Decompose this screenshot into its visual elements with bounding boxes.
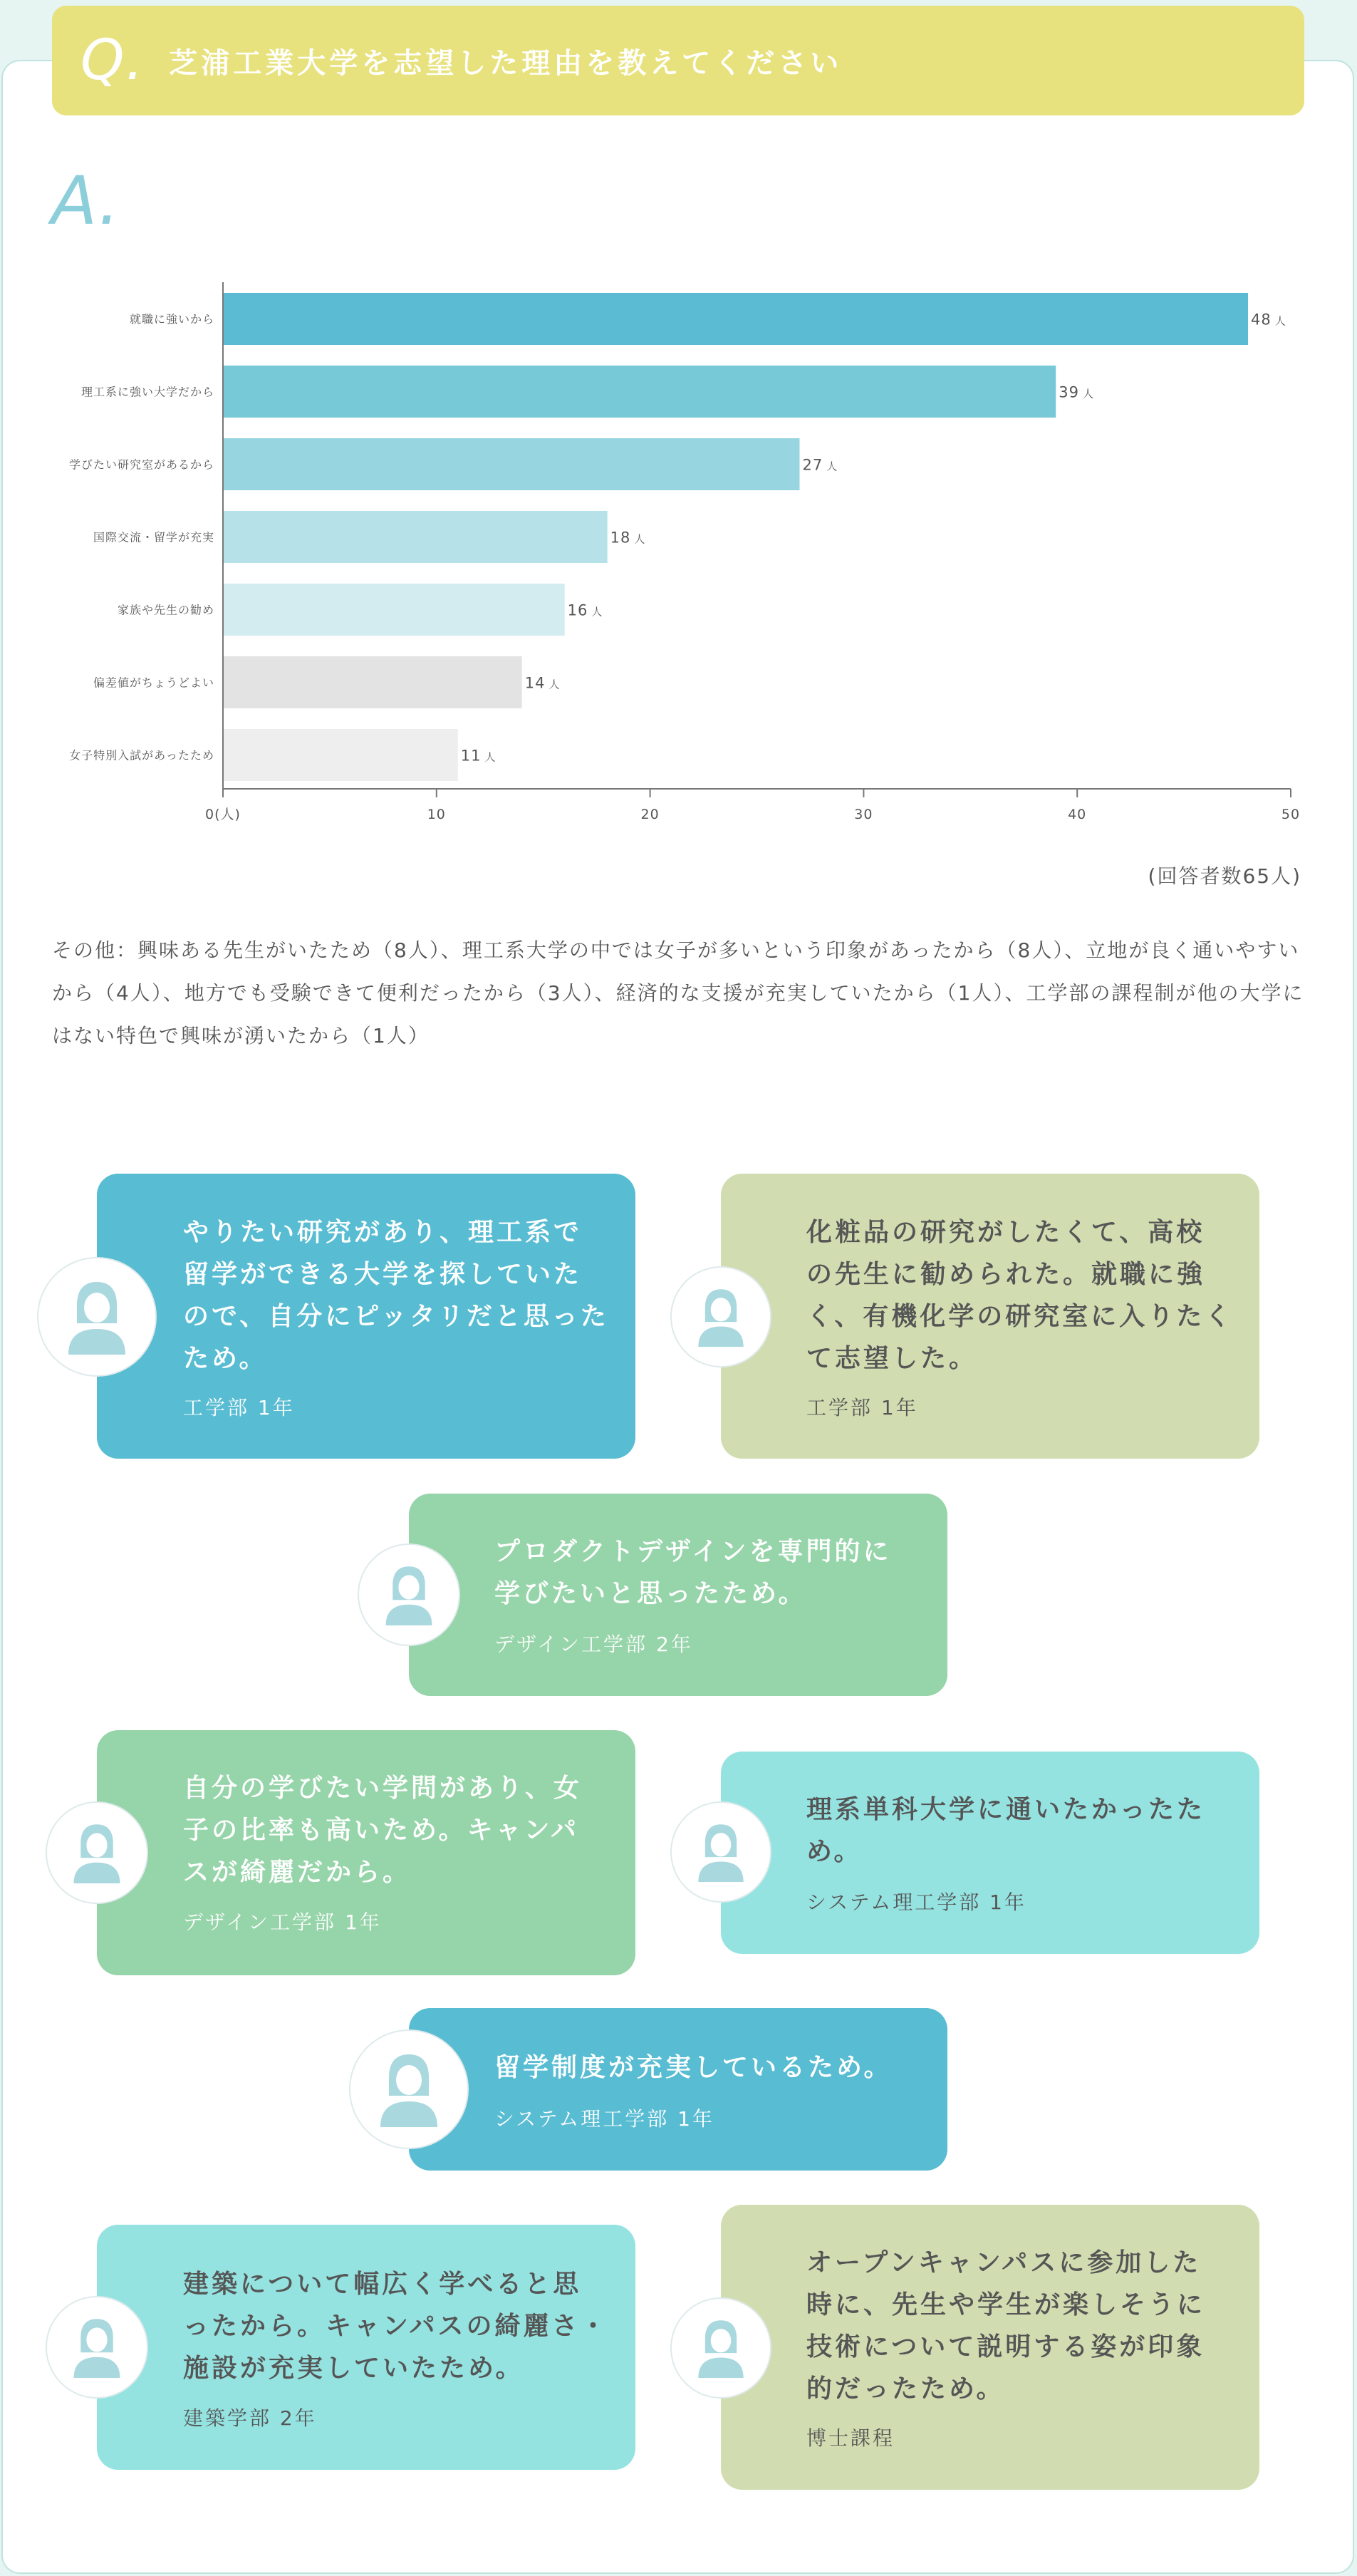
answer-prefix: A. (51, 162, 120, 240)
testimonial-dept-7: 建築学部 2年 (183, 2406, 317, 2430)
x-tick-label: 30 (854, 807, 873, 822)
category-label: 国際交流・留学が充実 (93, 530, 214, 544)
x-tick-label: 10 (427, 807, 446, 822)
avatar (670, 1266, 771, 1367)
question-text: 芝浦工業大学を志望した理由を教えてください (169, 46, 843, 80)
x-tick-label: 20 (640, 807, 660, 822)
respondent-count: (回答者数65人) (1148, 864, 1301, 888)
bar (223, 584, 565, 636)
bar (223, 729, 458, 781)
bar (223, 511, 608, 563)
testimonial-dept-8: 博士課程 (806, 2426, 895, 2450)
female-student-icon (694, 1822, 748, 1882)
x-tick-label: 0(人) (205, 807, 241, 822)
avatar (46, 1801, 148, 1904)
testimonial-quote-8: オープンキャンパスに参加した 時に、先生や学生が楽しそうに 技術について説明する姿が印象 的だったため。 (806, 2248, 1206, 2404)
question-prefix: Q. (80, 29, 145, 93)
value-label: 11 人 (460, 747, 496, 765)
bar (223, 293, 1248, 345)
testimonial-quote-7: 建築について幅広く学べると思 ったから。キャンパスの綺麗さ・ 施設が充実していたため。 (183, 2270, 609, 2383)
value-label: 16 人 (567, 601, 603, 619)
category-label: 理工系に強い大学だから (80, 385, 214, 399)
category-label: 女子特別入試があったため (69, 748, 214, 762)
avatar (349, 2029, 469, 2149)
female-student-icon (375, 2052, 443, 2127)
value-label: 48 人 (1251, 311, 1286, 329)
x-tick-label: 40 (1068, 807, 1087, 822)
testimonial-quote-1: やりたい研究があり、理工系で 留学ができる大学を探していた ので、自分にピッタリだと思った ため。 (183, 1218, 609, 1373)
value-label: 14 人 (524, 674, 561, 692)
testimonial-quote-2: 化粧品の研究がしたくて、高校 の先生に勧められた。就職に強 く、有機化学の研究室に入りたく て志望した。 (806, 1218, 1234, 1373)
bar (223, 656, 522, 708)
category-label: 偏差値がちょうどよい (93, 676, 214, 690)
avatar (670, 1801, 771, 1903)
value-label: 39 人 (1059, 383, 1094, 401)
testimonial-dept-1: 工学部 1年 (183, 1396, 295, 1419)
testimonial-quote-4: 自分の学びたい学問があり、女 子の比率も高いため。キャンパ スが綺麗だから。 (183, 1774, 583, 1887)
testimonial-dept-6: システム理工学部 1年 (494, 2107, 714, 2131)
testimonial-quote-6: 留学制度が充実しているため。 (494, 2053, 893, 2082)
testimonial-quote-5: 理系単科大学に通いたかったた め。 (806, 1795, 1206, 1866)
testimonial-card-6 (409, 2008, 947, 2171)
bar (223, 438, 799, 490)
female-student-icon (69, 2317, 125, 2378)
bar (223, 366, 1056, 418)
female-student-icon (381, 1564, 437, 1625)
female-student-icon (694, 2318, 748, 2378)
female-student-icon (69, 1822, 125, 1883)
other-reasons: その他：興味ある先生がいたため（8人）、理工系大学の中では女子が多いという印象があったから（8人）、立地が良く通いやすいから（4人）、地方でも受験できて便利だったから（3人）、経済的な支援が充実していたから（1人）、工学部の課程制が他の大学にはない特色で興味が湧いたから（1人） (52, 938, 1304, 1048)
testimonial-quote-3: プロダクトデザインを専門的に 学びたいと思ったため。 (494, 1537, 892, 1608)
testimonial-dept-2: 工学部 1年 (806, 1396, 918, 1419)
avatar (37, 1257, 157, 1377)
testimonial-dept-5: システム理工学部 1年 (806, 1890, 1026, 1914)
value-label: 27 人 (802, 456, 838, 474)
avatar (670, 2297, 771, 2399)
testimonial-dept-4: デザイン工学部 1年 (183, 1910, 382, 1934)
category-label: 就職に強いから (129, 312, 214, 326)
category-label: 家族や先生の勧め (117, 603, 214, 617)
category-label: 学びたい研究室があるから (68, 457, 214, 472)
avatar (358, 1543, 460, 1646)
x-tick-label: 50 (1281, 807, 1301, 822)
value-label: 18 人 (610, 529, 646, 547)
female-student-icon (63, 1279, 131, 1355)
female-student-icon (694, 1287, 748, 1347)
avatar (46, 2296, 148, 2399)
bar-chart (0, 0, 1357, 841)
testimonial-dept-3: デザイン工学部 2年 (494, 1633, 693, 1656)
